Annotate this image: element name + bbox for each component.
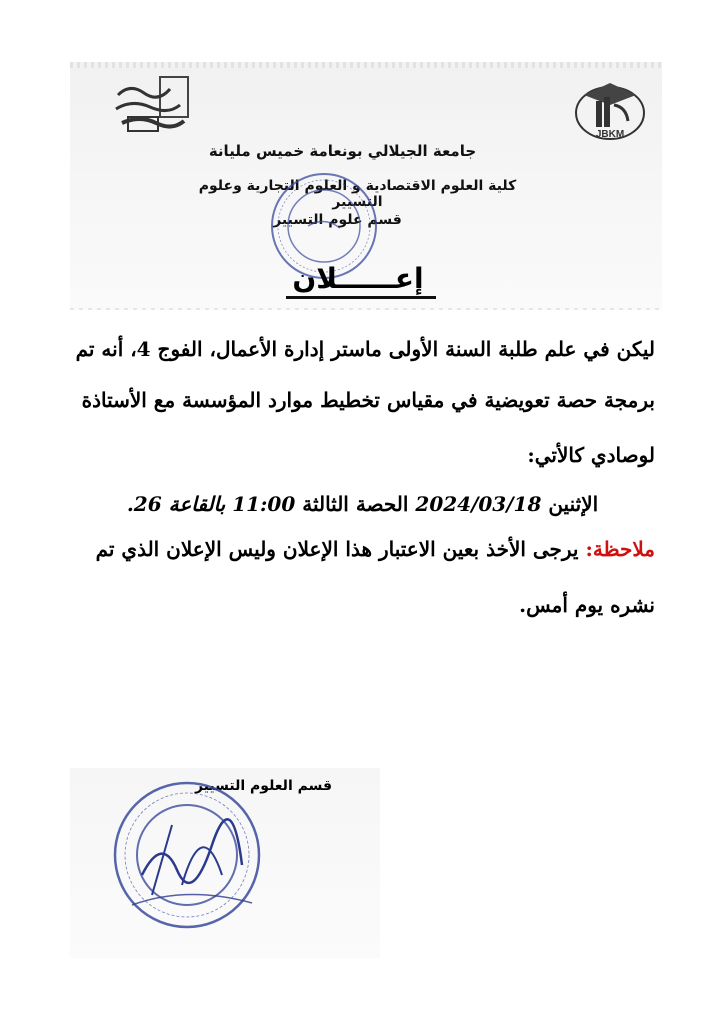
university-logo-icon (570, 75, 650, 145)
department-stamp-signature-icon (92, 775, 282, 935)
schedule-time: 11:00 (232, 492, 296, 516)
body-line-1: ليكن في علم طلبة السنة الأولى ماستر إدارة الأعمال، الفوج 4، أنه تم (75, 337, 655, 361)
body-line-3: لوصادي كالأتي: (527, 443, 655, 467)
note-line-2: نشره يوم أمس. (519, 593, 655, 617)
schedule-line (70, 492, 655, 516)
university-name: جامعة الجيلالي بونعامة خميس مليانة (208, 142, 477, 160)
schedule-date: 2024/03/18 (415, 492, 542, 516)
note-line (70, 537, 655, 561)
title-underline (286, 296, 436, 299)
calligraphy-logo-icon (110, 75, 190, 135)
announcement-title: إعــــــلان (292, 262, 424, 295)
schedule-day: الإثنين (548, 492, 599, 516)
note-label: ملاحظة: (585, 537, 655, 561)
schedule-period: الحصة الثالثة (302, 492, 409, 516)
note-text: يرجى الأخذ بعين الاعتبار هذا الإعلان وليس الإعلان الذي تم (95, 537, 586, 561)
faculty-name: كلية العلوم الاقتصادية و العلوم التجارية وعلوم التسيير (198, 178, 517, 210)
svg-text:JBKM: JBKM (595, 129, 625, 140)
schedule-room: بالقاعة 26. (126, 492, 226, 516)
body-line-2: برمجة حصة تعويضية في مقياس تخطيط موارد المؤسسة مع الأستاذة (81, 388, 655, 412)
department-name: قسم علوم التسيير (273, 212, 402, 228)
signature-label: قسم العلوم التسيير (195, 778, 333, 794)
